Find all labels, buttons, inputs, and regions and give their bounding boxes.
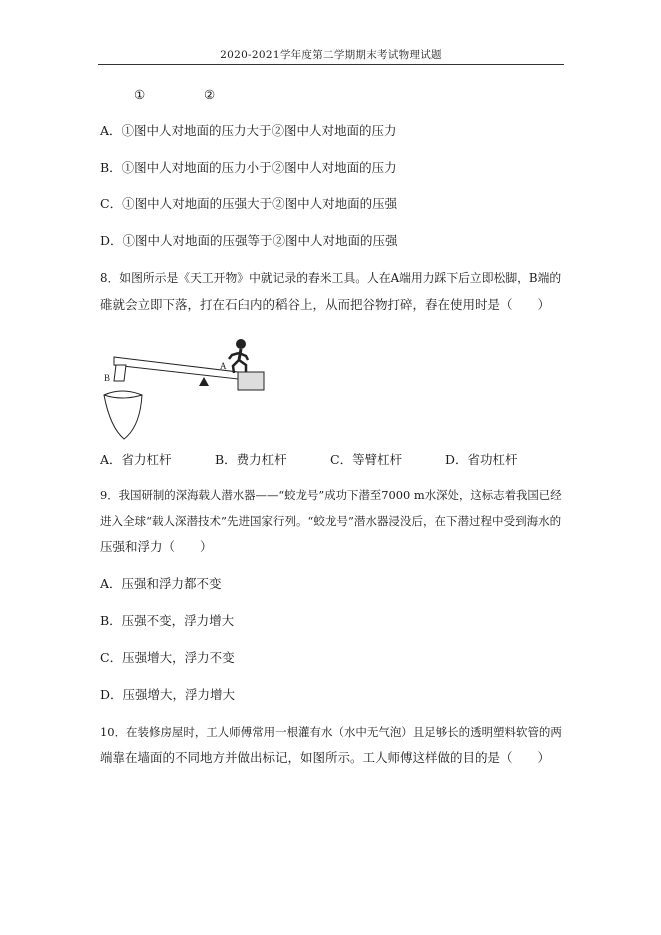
q8-lever-figure bbox=[100, 335, 270, 445]
q8-stem-line-2: 碓就会立即下落，打在石臼内的稻谷上，从而把谷物打碎，舂在使用时是（ ） bbox=[100, 297, 551, 312]
q9-stem-line-1: 9．我国研制的深海载人潜水器——“蛟龙号”成功下潜至7000 m水深处，这标志着我国已经 bbox=[100, 488, 562, 502]
q8-option-b: B．费力杠杆 bbox=[215, 452, 287, 467]
q9-option-d: D．压强增大，浮力增大 bbox=[100, 687, 236, 702]
q8-option-c: C．等臂杠杆 bbox=[330, 452, 403, 467]
q9-option-a: A．压强和浮力都不变 bbox=[100, 576, 222, 591]
q9-option-c: C．压强增大，浮力不变 bbox=[100, 650, 235, 665]
q9-stem-line-3: 压强和浮力（ ） bbox=[100, 539, 213, 554]
q7-option-c: C．①图中人对地面的压强大于②图中人对地面的压强 bbox=[100, 196, 398, 211]
q10-stem-line-1: 10．在装修房屋时，工人师傅常用一根灌有水（水中无气泡）且足够长的透明塑料软管的两 bbox=[100, 725, 562, 739]
q8-option-a: A．省力杠杆 bbox=[100, 452, 172, 467]
q8-label-b: B bbox=[104, 373, 111, 383]
q7-option-d: D．①图中人对地面的压强等于②图中人对地面的压强 bbox=[100, 233, 398, 248]
q8-stem-line-1: 8．如图所示是《天工开物》中就记录的舂米工具。人在A端用力踩下后立即松脚，B端的 bbox=[100, 271, 562, 285]
q10-stem-line-2: 端靠在墙面的不同地方并做出标记，如图所示。工人师傅这样做的目的是（ ） bbox=[100, 750, 551, 765]
q7-option-a: A．①图中人对地面的压力大于②图中人对地面的压力 bbox=[100, 123, 397, 138]
page-header: 2020-2021学年度第二学期期末考试物理试题 bbox=[220, 49, 442, 61]
q7-option-b: B．①图中人对地面的压力小于②图中人对地面的压力 bbox=[100, 160, 397, 175]
q8-option-d: D．省功杠杆 bbox=[445, 452, 518, 467]
q9-option-b: B．压强不变，浮力增大 bbox=[100, 613, 235, 628]
q8-label-a: A bbox=[220, 361, 227, 371]
figure-label-1: ① bbox=[134, 87, 146, 102]
figure-label-2: ② bbox=[204, 87, 216, 102]
q9-stem-line-2: 进入全球“载人深潜技术”先进国家行列。“蛟龙号”潜水器浸没后，在下潜过程中受到海水的 bbox=[100, 514, 562, 528]
header-rule bbox=[98, 64, 564, 65]
